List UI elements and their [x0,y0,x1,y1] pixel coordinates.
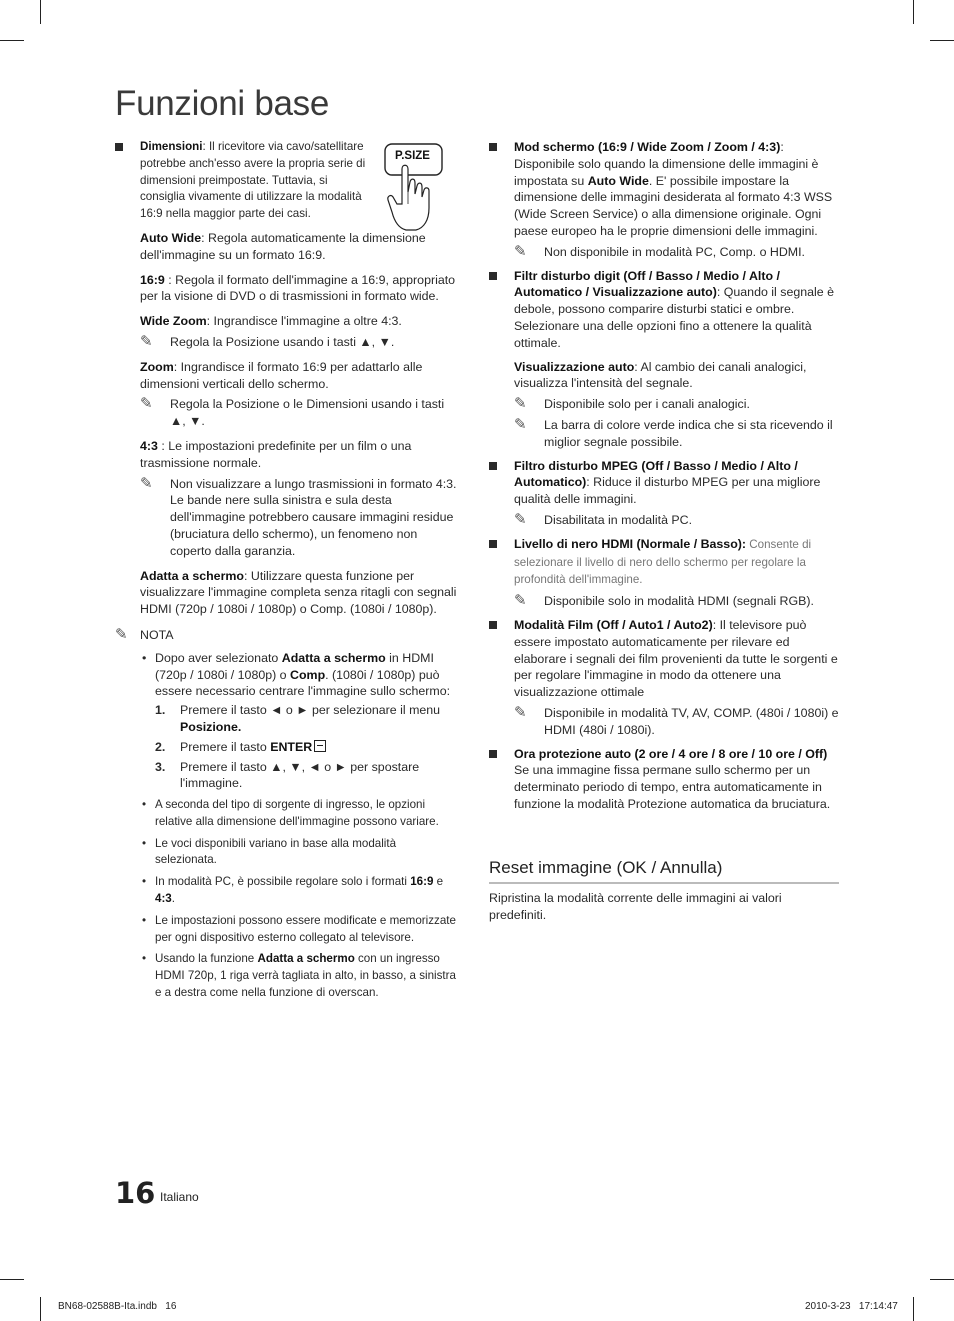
reset-section [489,858,839,924]
reset-heading: Reset immagine (OK / Annulla) [489,858,839,884]
pencil-icon: ✎ [514,395,527,413]
zoom-text: : Ingrandisce il formato 16:9 per adattarlo alle dimensioni verticali dello schermo. [140,359,423,391]
crop-mark [0,40,24,41]
auto-wide-text: : Regola automaticamente la dimensione dell'immagine su un formato 16:9. [140,230,426,262]
note: ✎ Regola la Posizione usando i tasti ▲, ▼. [140,332,395,350]
pencil-icon: ✎ [514,592,527,610]
mod-schermo-item: Mod schermo (16:9 / Wide Zoom / Zoom / 4:3): Disponibile solo quando la dimensione delle immagini è impostata su Auto Wide. E' possibile impostare la dimensione delle immagini desiderata al formato 4:3 WSS (Wide Screen Service) o alla dimensione originale. Ogni paese europeo ha le proprie dimensioni delle immagini. ✎ Non disponibile in modalità PC, Comp. o HDMI. [489,139,839,261]
step-item: 3. Premere il tasto ▲, ▼, ◄ o ► per spostare l'immagine. [155,759,420,791]
dimensioni-item [115,139,368,223]
crop-mark [40,0,41,24]
list-item: • Usando la funzione Adatta a schermo con un ingresso HDMI 720p, 1 riga verrà tagliata in alto, in basso, a sinistra e a destra come nella funzione di overscan. [142,952,456,1000]
list-item: • Le impostazioni possono essere modificate e memorizzate per ogni dispositivo esterno collegato al televisore. [142,913,456,944]
note: ✎ Disponibile in modalità TV, AV, COMP. (480i / 1080i) e HDMI (480i / 1080i). [514,703,839,737]
note: ✎ Regola la Posizione o le Dimensioni usando i tasti ▲, ▼. [140,395,445,429]
reset-text: Ripristina la modalità corrente delle immagini ai valori predefiniti. [489,891,782,922]
footer-file: BN68-02588B-Ita.indb 16 [58,1301,177,1312]
bullet-square [489,540,497,548]
enter-icon [314,740,326,752]
bullet-square [489,143,497,151]
ratio-43-text: : Le impostazioni predefinite per un film o una trasmissione normale. [140,438,412,470]
list-item: • In modalità PC, è possibile regolare solo i formati 16:9 e 4:3. [142,875,444,906]
note: ✎ Non disponibile in modalità PC, Comp. o HDMI. [514,242,806,260]
bullet-square [489,750,497,758]
nota-heading: ✎ NOTA [115,625,174,643]
wide-zoom-text: : Ingrandisce l'immagine a oltre 4:3. [206,314,402,329]
ora-protezione-item: Ora protezione auto (2 ore / 4 ore / 8 ore / 10 ore / Off) Se una immagine fissa permane sullo schermo per un determinato periodo di tempo, entra automaticamente in funzione la modalità Protezione automatica da bruciatura. [489,746,839,813]
note: ✎ Non visualizzare a lungo trasmissioni in formato 4:3. Le bande nere sulla sinistra e sula desta dell'immagine potrebbero causare immagini residue (bruciatura dello schermo), un fenomeno non coperto dalla garanzia. [140,474,457,558]
dimensioni-text: : Il ricevitore via cavo/satellitare potrebbe anch'esso avere la propria serie di dimensioni preimpostate. Tuttavia, si consiglia vivamente di utilizzare la modalità 16:9 nella maggior parte dei casi. [140,140,366,221]
note: ✎ Disponibile solo in modalità HDMI (segnali RGB). [514,592,814,610]
crop-mark [930,1279,954,1280]
adatta-text: : Utilizzare questa funzione per visualizzare l'immagine completa senza ritagli con segnali HDMI (720p / 1080i / 1080p) o Comp. (1080i / 1080p). [140,568,457,617]
page-title: Funzioni base [115,84,330,123]
psize-button[interactable]: P.SIZE [395,150,430,162]
language-label: Italiano [160,1190,199,1204]
wide-zoom-label: Wide Zoom [140,314,207,329]
auto-wide-label: Auto Wide [140,230,202,245]
step-item: 1. Premere il tasto ◄ o ► per selezionare il menu Posizione. [155,703,441,734]
note: ✎ Disabilitata in modalità PC. [514,510,693,528]
pencil-icon: ✎ [514,415,527,433]
dimensioni-label: Dimensioni [140,140,203,153]
bullet-square [489,462,497,470]
mpeg-item: Filtro disturbo MPEG (Off / Basso / Medio / Alto / Automatico): Riduce il disturbo MPEG per una migliore qualità delle immagini. ✎ Disabilitata in modalità PC. [489,458,839,529]
bullet-square [489,621,497,629]
pencil-icon: ✎ [115,625,128,643]
pencil-icon: ✎ [140,395,153,413]
right-column [489,139,839,813]
crop-mark [930,40,954,41]
list-item: • Le voci disponibili variano in base alla modalità selezionata. [142,836,397,867]
crop-mark [0,1279,24,1280]
left-column [115,139,460,1002]
pencil-icon: ✎ [514,510,527,528]
zoom-label: Zoom [140,359,174,374]
pencil-icon: ✎ [140,474,153,492]
crop-mark [913,1297,914,1321]
ratio-169-label: 16:9 [140,272,165,287]
ratio-169-text: : Regola il formato dell'immagine a 16:9, appropriato per la visione di DVD o di trasmissioni in formato wide. [140,272,456,304]
bullet-square [489,272,497,280]
note: ✎ Disponibile solo per i canali analogici. [514,395,750,413]
filtr-disturbo-item: Filtr disturbo digit (Off / Basso / Medio / Alto / Automatico / Visualizzazione auto): Quando il segnale è debole, possono comparire disturbi statici e ombre. Selezionare una delle opzioni fino a ottenere la qualità ottimale. Visualizzazione auto: Al cambio dei canali analogici, visualizza l'intensità del segnale. ✎ Disponibile solo per i canali analogici. ✎ La barra di colore verde indica che si sta ricevendo il miglior segnale possibile. [489,268,839,451]
note: ✎ La barra di colore verde indica che si sta ricevendo il miglior segnale possibile. [514,415,833,449]
list-item: • A seconda del tipo di sorgente di ingresso, le opzioni relative alla dimensione dell'immagine possono variare. [142,798,439,828]
step-item: 2. Premere il tasto ENTER [155,739,460,756]
crop-mark [40,1297,41,1321]
pencil-icon: ✎ [514,242,527,260]
crop-mark [913,0,914,24]
footer-date: 2010-3-23 17:14:47 [805,1301,898,1312]
page-number: 16 [115,1176,156,1210]
ratio-43-label: 4:3 [140,438,158,453]
pencil-icon: ✎ [514,703,527,721]
pencil-icon: ✎ [140,332,153,350]
list-item: • Dopo aver selezionato Adatta a schermo in HDMI (720p / 1080i / 1080p) o Comp. (1080i / 1080p) può essere necessario centrare l'immagine sullo schermo: [142,650,451,699]
hdmi-black-item: Livello di nero HDMI (Normale / Basso): Consente di selezionare il livello di nero dello schermo per regolare la profondità dell'immagine. ✎ Disponibile solo in modalità HDMI (segnali RGB). [489,536,839,610]
adatta-label: Adatta a schermo [140,568,244,583]
film-mode-item: Modalità Film (Off / Auto1 / Auto2): Il televisore può essere impostato automaticamente per rilevare ed elaborare i segnali dei film provenienti da tutte le sorgenti e per regolare l'immagine in modo da ottenere una visualizzazione ottimale ✎ Disponibile in modalità TV, AV, COMP. (480i / 1080i) e HDMI (480i / 1080i). [489,617,839,739]
bullet-square [115,143,123,151]
